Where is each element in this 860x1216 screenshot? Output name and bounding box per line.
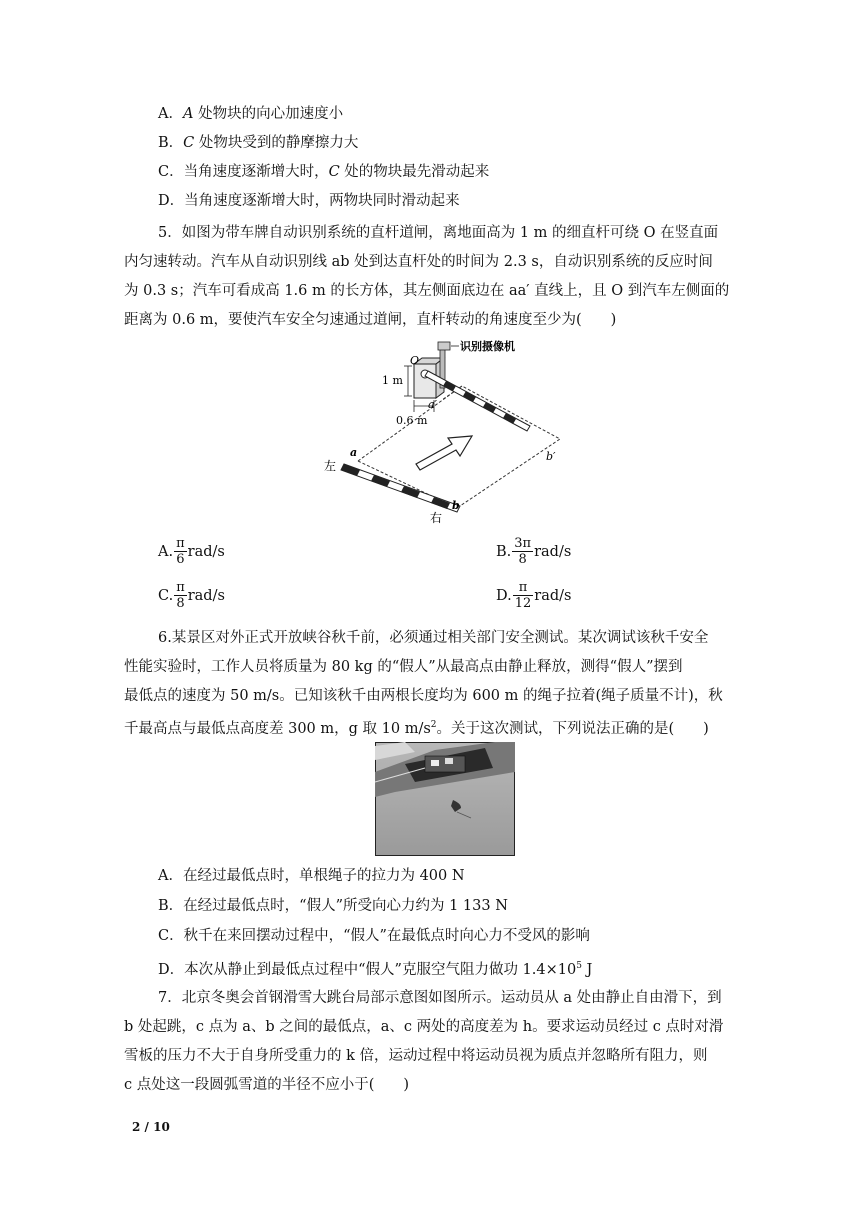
q5-gate-figure	[320, 336, 570, 526]
q5-text-line3: 为 0.3 s；汽车可看成高 1.6 m 的长方体，其左侧面底边在 aa′ 直线上，且 O 到汽车左侧面的	[124, 283, 730, 299]
q6-option-c: C．秋千在来回摆动过程中，“假人”在最低点时向心力不受风的影响	[158, 928, 590, 944]
q5-choice-c: C. $\frac{\pi}{8}$ rad/s	[158, 580, 225, 611]
q6-option-d: D．本次从静止到最低点过程中“假人”克服空气阻力做功 $1.4\times 10^5$ J	[158, 961, 593, 978]
direction-arrow-icon	[416, 436, 472, 470]
height-label: 1 m	[382, 374, 403, 387]
q6-text-line1: 6.某景区对外正式开放峡谷秋千前，必须通过相关部门安全测试。某次调试该秋千安全	[158, 630, 709, 646]
right-label: 右	[430, 511, 443, 525]
b-label: b	[452, 499, 460, 512]
q6-text-line2: 性能实验时，工作人员将质量为 80 kg 的“假人”从最高点由静止释放，测得“假人”摆到	[124, 659, 683, 675]
camera-label: 识别摄像机	[460, 340, 515, 353]
q6-option-b: B．在经过最低点时，“假人”所受向心力约为 1 133 N	[158, 898, 508, 914]
b-prime-label: b′	[546, 450, 556, 463]
recognition-line-ab	[341, 464, 460, 512]
q6-swing-photo	[375, 742, 515, 856]
q6-option-a: A．在经过最低点时，单根绳子的拉力为 400 N	[158, 868, 465, 884]
q4-option-d: D．当角速度逐渐增大时，两物块同时滑动起来	[158, 193, 460, 209]
left-label: 左	[324, 459, 337, 473]
q6-text-line3: 最低点的速度为 50 m/s。已知该秋千由两根长度均为 600 m 的绳子拉着(绳子质量不计)，秋	[124, 688, 723, 704]
q5-choice-b: B. $\frac{3\pi}{8}$ rad/s	[496, 536, 572, 567]
a-label: a	[350, 446, 358, 459]
q5-text-line4: 距离为 0.6 m，要使汽车安全匀速通过道闸，直杆转动的角速度至少为( )	[124, 312, 617, 328]
q4-option-a: A．A 处物块的向心加速度小	[158, 106, 344, 122]
q4-option-b: B．C 处物块受到的静摩擦力大	[158, 135, 359, 151]
q7-text-line4: c 点处这一段圆弧雪道的半径不应小于( )	[124, 1077, 410, 1093]
o-label: O	[410, 354, 420, 367]
gate-box	[414, 364, 436, 398]
q6-text-line4: 千最高点与最低点高度差 300 m，g 取 10 $m/s^2$。关于这次测试，下列说法正确的是( )	[124, 720, 709, 737]
q5-text-line1: 5．如图为带车牌自动识别系统的直杆道闸，离地面高为 1 m 的细直杆可绕 O 在竖直面	[158, 225, 719, 241]
q7-text-line2: b 处起跳，c 点为 a、b 之间的最低点，a、c 两处的高度差为 h。要求运动员经过 c 点时对滑	[124, 1019, 724, 1035]
q7-text-line1: 7．北京冬奥会首钢滑雪大跳台局部示意图如图所示。运动员从 a 处由静止自由滑下，到	[158, 990, 722, 1006]
distance-label: 0.6 m	[396, 414, 428, 427]
q4-option-c: C．当角速度逐渐增大时，C 处的物块最先滑动起来	[158, 164, 490, 180]
page-number: 2 / 10	[132, 1120, 170, 1134]
q5-choice-d: D. $\frac{\pi}{12}$ rad/s	[496, 580, 572, 611]
q5-text-line2: 内匀速转动。汽车从自动识别线 ab 处到达直杆处的时间为 2.3 s，自动识别系统的反应时间	[124, 254, 713, 270]
q7-text-line3: 雪板的压力不大于自身所受重力的 k 倍，运动过程中将运动员视为质点并忽略所有阻力，则	[124, 1048, 708, 1064]
a-prime-label: a′	[428, 398, 438, 411]
q5-choice-a: A. $\frac{\pi}{6}$ rad/s	[158, 536, 225, 567]
camera-icon	[438, 342, 450, 350]
